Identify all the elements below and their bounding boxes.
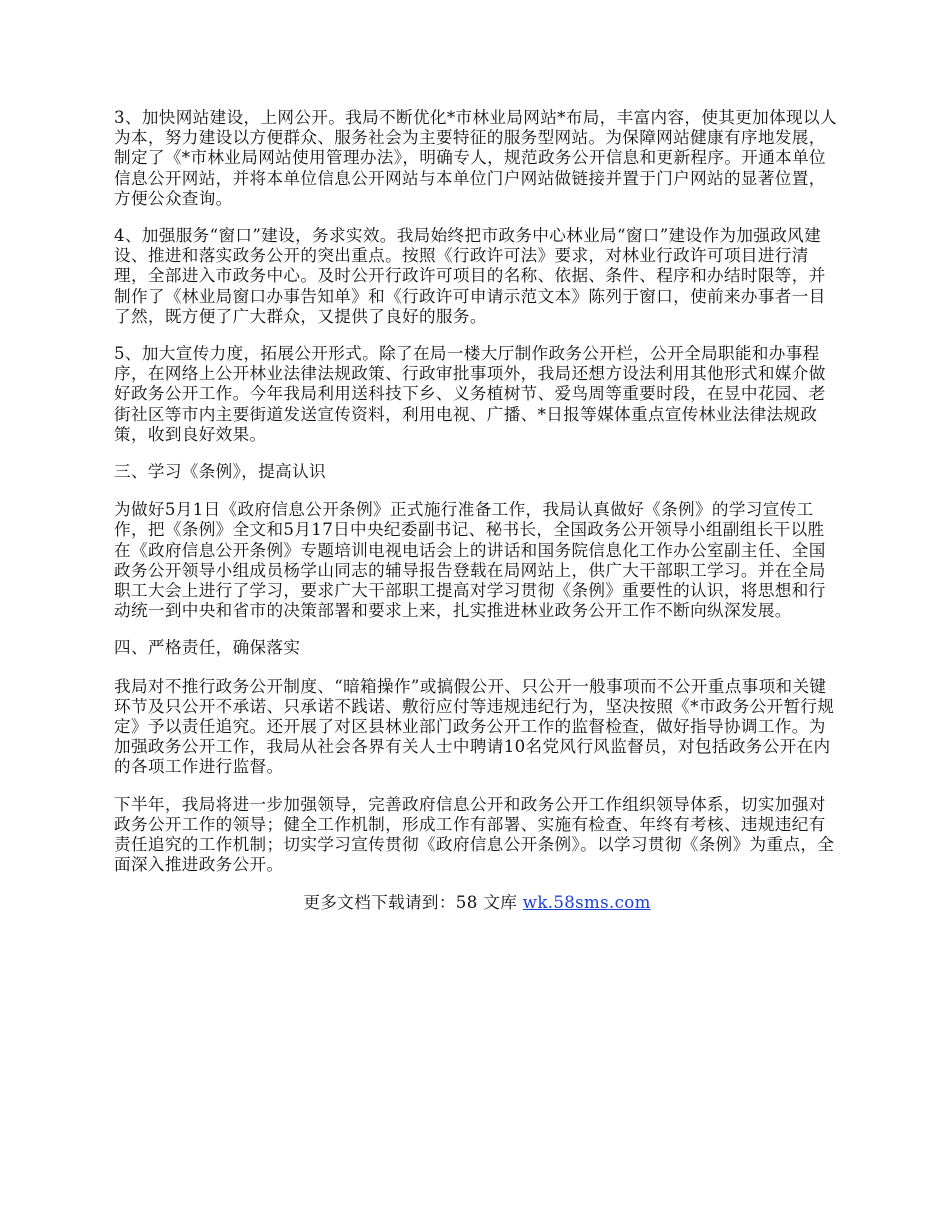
paragraph-study-regulations: 为做好5月1日《政府信息公开条例》正式施行准备工作，我局认真做好《条例》的学习宣传工作，把《条例》全文和5月17日中央纪委副书记、秘书长，全国政务公开领导小组副组长干以胜在《政府信息公开条例》专题培训电视电话会上的讲话和国务院信息化工作办公室副主任、全国政务公开领导小组成员杨学山同志的辅导报告登载在局网站上，供广大干部职工学习。并在全局职工大会上进行了学习，要求广大干部职工提高对学习贯彻《条例》重要性的认识，将思想和行动统一到中央和省市的决策部署和要求上来，扎实推进林业政务公开工作不断向纵深发展。 [114, 500, 826, 621]
section-heading-study-regulations: 三、学习《条例》，提高认识 [114, 462, 326, 482]
paragraph-responsibility: 我局对不推行政务公开制度、“暗箱操作”或搞假公开、只公开一般事项而不公开重点事项和关键环节及只公开不承诺、只承诺不践诺、敷衍应付等违规违纪行为，坚决按照《*市政务公开暂行规定》予以责任追究。还开展了对区县林业部门政务公开工作的监督检查，做好指导协调工作。为加强政务公开工作，我局从社会各界有关人士中聘请10名党风行风监督员，对包括政务公开在内的各项工作进行监督。 [114, 676, 835, 777]
download-footer [114, 893, 840, 913]
section-heading-responsibility: 四、严格责任，确保落实 [114, 638, 301, 658]
footer-site-link[interactable]: wk.58sms.com [522, 892, 651, 912]
paragraph-publicity: 5、加大宣传力度，拓展公开形式。除了在局一楼大厅制作政务公开栏，公开全局职能和办事程序，在网络上公开林业法律法规政策、行政审批事项外，我局还想方设法利用其他形式和媒介做好政务公开工作。今年我局利用送科技下乡、义务植树节、爱鸟周等重要时段，在昱中花园、老街社区等市内主要街道发送宣传资料，利用电视、广播、*日报等媒体重点宣传林业法律法规政策，收到良好效果。 [114, 344, 826, 444]
footer-prefix-text: 更多文档下载请到：58 文库 [303, 892, 523, 912]
paragraph-service-window: 4、加强服务“窗口”建设，务求实效。我局始终把市政务中心林业局“窗口”建设作为加强政风建设、推进和落实政务公开的突出重点。按照《行政许可法》要求，对林业行政许可项目进行清理，全部进入市政务中心。及时公开行政许可项目的名称、依据、条件、程序和办结时限等，并制作了《林业局窗口办事告知单》和《行政许可申请示范文本》陈列于窗口，使前来办事者一目了然，既方便了广大群众，又提供了良好的服务。 [114, 226, 826, 326]
paragraph-website-construction: 3、加快网站建设，上网公开。我局不断优化*市林业局网站*布局，丰富内容，使其更加体现以人为本，努力建设以方便群众、服务社会为主要特征的服务型网站。为保障网站健康有序地发展，制定了《*市林业局网站使用管理办法》，明确专人，规范政务公开信息和更新程序。开通本单位信息公开网站，并将本单位信息公开网站与本单位门户网站做链接并置于门户网站的显著位置，方便公众查询。 [114, 108, 837, 208]
paragraph-second-half-plan: 下半年，我局将进一步加强领导，完善政府信息公开和政务公开工作组织领导体系，切实加强对政务公开工作的领导；健全工作机制，形成工作有部署、实施有检查、年终有考核、违规违纪有责任追究的工作机制；切实学习宣传贯彻《政府信息公开条例》。以学习贯彻《条例》为重点，全面深入推进政务公开。 [114, 794, 835, 875]
document-page [114, 108, 840, 913]
